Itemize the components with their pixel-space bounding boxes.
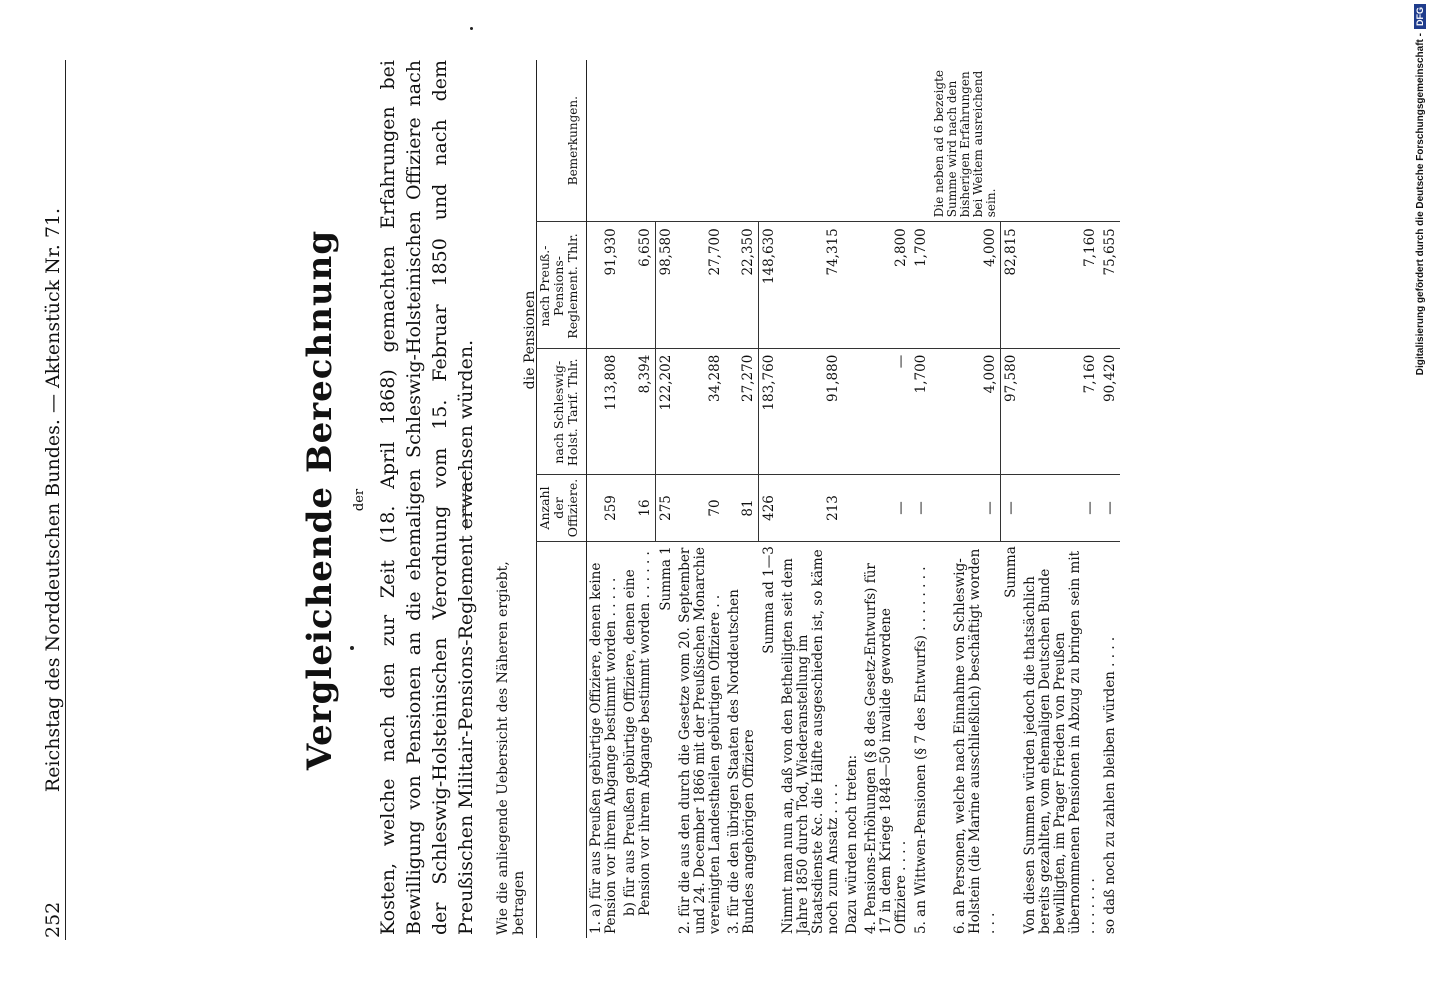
row-remark	[843, 60, 862, 222]
row-sh-value: 8,394	[621, 348, 655, 474]
lead-sentence: Wie die anliegende Uebersicht des Näheren ergiebt, betragen	[495, 561, 527, 935]
row-pr-value: 2,800	[862, 222, 911, 348]
table-row	[1000, 60, 1021, 938]
row-description: Von diesen Summen würden jedoch die thatsächlich bereits gezahlten, vom ehemaligen Deutschen Bunde bewilligten, im Prager Frieden von Preußen übernommenen Pensionen in Abzug zu bringen sein mit . . . . . . .	[1021, 550, 1098, 934]
table-row	[1100, 60, 1120, 938]
row-remark	[676, 60, 725, 222]
row-pr-value: 27,700	[676, 222, 725, 348]
table-body	[587, 60, 1120, 938]
dfg-credit	[1410, 0, 1432, 1000]
table-row	[1021, 60, 1100, 938]
row-sh-value: 4,000	[931, 348, 1000, 474]
comparison-table	[536, 60, 1120, 938]
row-sh-value: 34,288	[676, 348, 725, 474]
row-remark	[759, 60, 780, 222]
row-description: Dazu würden noch treten:	[844, 754, 860, 934]
row-remark	[621, 60, 655, 222]
row-description: so daß noch zu zahlen bleiben würden . . . .	[1101, 636, 1118, 934]
table-row	[676, 60, 725, 938]
dfg-logo: DFG	[1414, 4, 1426, 29]
col-header-pr: nach Preuß.-Pensions-Reglement. Thlr.	[536, 222, 587, 348]
separator-rule	[465, 470, 466, 530]
table-row	[587, 60, 622, 938]
header-rule	[65, 60, 66, 940]
row-remark	[655, 60, 676, 222]
row-remark	[1100, 60, 1120, 222]
table-row	[931, 60, 1000, 938]
row-description: 6. an Personen, welche nach Einnahme von Schleswig-Holstein (die Marine ausschließlich) beschäftigt worden . . .	[952, 548, 998, 934]
title-connector: der	[352, 488, 367, 512]
row-sh-value: 113,808	[587, 348, 622, 474]
row-sh-value: 122,202	[655, 348, 676, 474]
row-anzahl: 70	[676, 474, 725, 541]
row-pr-value: 22,350	[725, 222, 759, 348]
col-header-sh: nach Schleswig-Holst. Tarif. Thlr.	[536, 348, 587, 474]
row-sh-value	[843, 348, 862, 474]
row-anzahl: —	[1021, 474, 1100, 541]
row-pr-value: 148,630	[759, 222, 780, 348]
table-row	[862, 60, 911, 938]
row-anzahl: —	[1000, 474, 1021, 541]
intro-paragraph: Kosten, welche nach den zur Zeit (18. April 1868) gemachten Erfahrungen bei Bewilligung von Pensionen an die ehemaligen Schleswig-Holsteinischen Offiziere nach der Schleswig-Holsteinischen Verordnung vom 15. Februar 1850 und nach dem Preußischen Militair-Pensions-Reglement erwachsen würden.	[377, 60, 477, 935]
row-description: 4. Pensions-Erhöhungen (§ 8 des Gesetz-Entwurfs) für 17 in dem Kriege 1848—50 invalide gewordene Offiziere . . . .	[863, 563, 909, 934]
row-pr-value: 4,000	[931, 222, 1000, 348]
row-remark	[1000, 60, 1021, 222]
row-sh-value: 183,760	[759, 348, 780, 474]
row-sh-value: —	[862, 348, 911, 474]
table-row	[843, 60, 862, 938]
table-row	[621, 60, 655, 938]
dfg-credit-text: Digitalisierung gefördert durch die Deutsche Forschungsgemeinschaft -	[1415, 33, 1426, 376]
row-pr-value: 91,930	[587, 222, 622, 348]
dfg-credit-strip	[1410, 0, 1432, 1000]
row-description: Summa	[1002, 546, 1019, 598]
table-header-row	[536, 60, 587, 938]
row-sh-value: 1,700	[911, 348, 931, 474]
row-remark	[911, 60, 931, 222]
row-anzahl: 426	[759, 474, 780, 541]
row-anzahl	[843, 474, 862, 541]
row-sh-value: 7,160	[1021, 348, 1100, 474]
row-anzahl: 259	[587, 474, 622, 541]
row-sh-value: 91,880	[779, 348, 843, 474]
row-pr-value	[843, 222, 862, 348]
row-pr-value: 6,650	[621, 222, 655, 348]
table-row	[759, 60, 780, 938]
row-anzahl: —	[1100, 474, 1120, 541]
page-number: 252	[42, 901, 64, 938]
row-remark	[1021, 60, 1100, 222]
row-description: 5. an Wittwen-Pensionen (§ 7 des Entwurfs) . . . . . . . .	[913, 566, 929, 934]
row-description: Summa 1	[657, 546, 674, 611]
row-pr-value: 82,815	[1000, 222, 1021, 348]
col-header-anzahl: Anzahl der Offiziere.	[536, 474, 587, 541]
table-row	[911, 60, 931, 938]
row-pr-value: 74,315	[779, 222, 843, 348]
row-sh-value: 27,270	[725, 348, 759, 474]
running-header	[42, 0, 72, 1000]
row-description: b) für aus Preußen gebürtige Offiziere, denen eine Pension vor ihrem Abgange bestimmt worden . . . . . .	[622, 551, 653, 916]
row-description: Summa ad 1—3	[761, 546, 777, 654]
row-anzahl: —	[911, 474, 931, 541]
col-header-remarks: Bemerkungen.	[536, 60, 587, 222]
row-sh-value: 97,580	[1000, 348, 1021, 474]
row-remark	[725, 60, 759, 222]
row-anzahl: 213	[779, 474, 843, 541]
row-pr-value: 1,700	[911, 222, 931, 348]
row-pr-value: 98,580	[655, 222, 676, 348]
table-row	[725, 60, 759, 938]
row-description: Nimmt man nun an, daß von den Betheiligten seit dem Jahre 1850 durch Tod, Wiederanstellung im Staatsdienste &c. die Hälfte ausgeschieden ist, so käme noch zum Ansatz . . . .	[780, 549, 841, 934]
row-description: 1. a) für aus Preußen gebürtige Offiziere, denen keine Pension vor ihrem Abgange bestimmt worden . . . . .	[588, 562, 619, 934]
row-anzahl: —	[862, 474, 911, 541]
pensions-group-header: die Pensionen	[522, 290, 538, 390]
row-remark	[862, 60, 911, 222]
scan-speck	[470, 27, 473, 30]
row-anzahl: 275	[655, 474, 676, 541]
row-anzahl: 16	[621, 474, 655, 541]
row-anzahl: —	[931, 474, 1000, 541]
row-sh-value: 90,420	[1100, 348, 1120, 474]
scan-speck	[350, 646, 354, 650]
row-description: 2. für die aus den durch die Gesetze vom 20. September und 24. December 1866 mit der Preußischen Monarchie vereinigten Landestheilen gebürtigen Offiziere . .	[676, 547, 723, 934]
table-row	[779, 60, 843, 938]
row-remark: Die neben ad 6 bezeigte Summe wird nach den bisherigen Erfahrungen bei Weitem ausreichend sein.	[931, 60, 1000, 222]
row-remark	[779, 60, 843, 222]
running-title: Reichstag des Norddeutschen Bundes. — Aktenstück Nr. 71.	[42, 207, 64, 793]
row-pr-value: 75,655	[1100, 222, 1120, 348]
desc-header	[536, 542, 587, 938]
row-remark	[587, 60, 622, 222]
table-row	[655, 60, 676, 938]
row-description: 3. für die den übrigen Staaten des Norddeutschen Bundes angehörigen Offiziere	[725, 589, 757, 934]
document-title: Vergleichende Berechnung	[300, 229, 340, 771]
row-pr-value: 7,160	[1021, 222, 1100, 348]
row-anzahl: 81	[725, 474, 759, 541]
